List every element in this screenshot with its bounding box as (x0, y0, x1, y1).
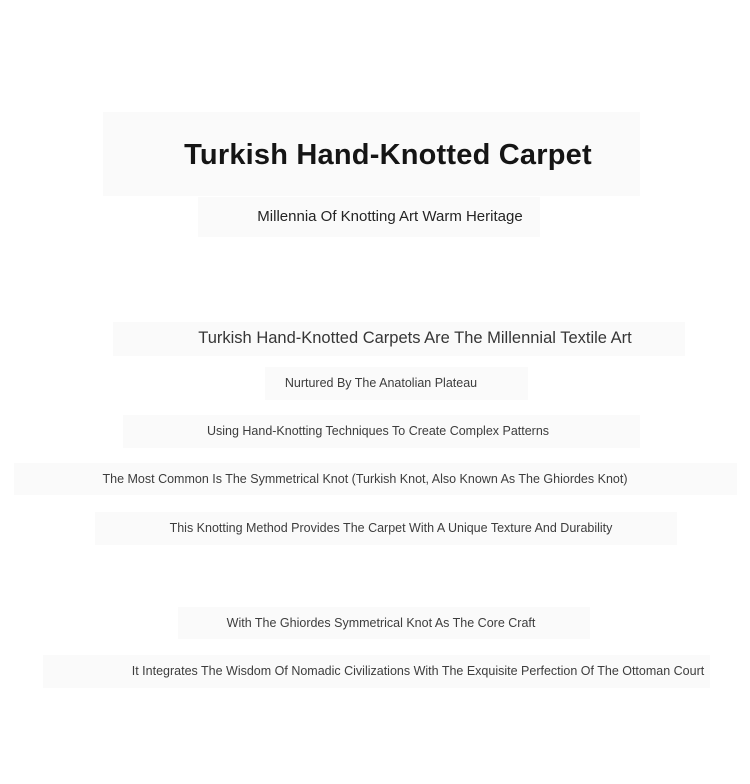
closing-line: With The Ghiordes Symmetrical Knot As The Core Craft (226, 616, 536, 630)
paragraph-line: This Knotting Method Provides The Carpet With A Unique Texture And Durability (169, 521, 613, 535)
section-heading: Turkish Hand-Knotted Carpets Are The Millennial Textile Art (198, 329, 632, 347)
page-title: Turkish Hand-Knotted Carpet (184, 139, 592, 171)
page-subtitle: Millennia Of Knotting Art Warm Heritage (257, 208, 523, 225)
paragraph-line: Nurtured By The Anatolian Plateau (284, 376, 478, 390)
closing-line: It Integrates The Wisdom Of Nomadic Civilizations With The Exquisite Perfection Of The Ottoman Court (131, 664, 705, 678)
paragraph-line: Using Hand-Knotting Techniques To Create Complex Patterns (206, 424, 550, 438)
paragraph-line: The Most Common Is The Symmetrical Knot (Turkish Knot, Also Known As The Ghiordes Knot) (102, 472, 628, 486)
